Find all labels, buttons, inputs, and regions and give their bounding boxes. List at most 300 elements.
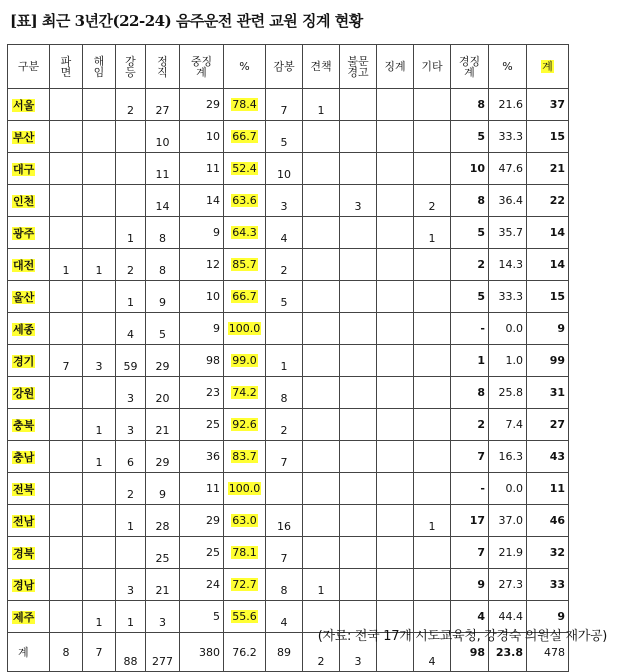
value-cell: 14	[527, 249, 569, 281]
value-cell	[50, 473, 83, 505]
region-cell: 경기	[8, 345, 50, 377]
value-cell: 14	[146, 185, 180, 217]
value-cell	[414, 537, 451, 569]
header-row	[8, 45, 569, 89]
value-cell: 88	[116, 633, 146, 672]
value-cell	[377, 345, 414, 377]
value-cell: 66.7	[224, 121, 266, 153]
value-cell: 3	[340, 185, 377, 217]
region-cell: 강원	[8, 377, 50, 409]
value-cell	[266, 473, 303, 505]
value-cell	[340, 441, 377, 473]
value-cell: 5	[146, 313, 180, 345]
value-cell: 21	[527, 153, 569, 185]
value-cell	[377, 281, 414, 313]
value-cell: 21	[146, 409, 180, 441]
value-cell: 52.4	[224, 153, 266, 185]
value-cell: 10	[146, 121, 180, 153]
value-cell	[303, 217, 340, 249]
value-cell: 55.6	[224, 601, 266, 633]
value-cell	[50, 153, 83, 185]
value-cell: 1	[83, 249, 116, 281]
value-cell: 0.0	[489, 313, 527, 345]
region-cell: 인천	[8, 185, 50, 217]
value-cell: 99	[527, 345, 569, 377]
value-cell	[414, 313, 451, 345]
value-cell: 2	[116, 89, 146, 121]
region-cell: 계	[8, 633, 50, 672]
value-cell	[377, 569, 414, 601]
value-cell: 25	[180, 537, 224, 569]
value-cell: 1	[266, 345, 303, 377]
table-row	[8, 153, 569, 185]
table-row	[8, 217, 569, 249]
value-cell	[303, 537, 340, 569]
region-cell: 울산	[8, 281, 50, 313]
value-cell: 11	[146, 153, 180, 185]
table-row	[8, 185, 569, 217]
value-cell: 99.0	[224, 345, 266, 377]
table-row	[8, 121, 569, 153]
value-cell: 33.3	[489, 281, 527, 313]
value-cell: 29	[146, 441, 180, 473]
value-cell: 32	[527, 537, 569, 569]
value-cell: 29	[180, 505, 224, 537]
value-cell: 0.0	[489, 473, 527, 505]
value-cell: 11	[180, 153, 224, 185]
value-cell: 1	[116, 217, 146, 249]
value-cell: 3	[340, 633, 377, 672]
value-cell: 478	[527, 633, 569, 672]
value-cell: 78.1	[224, 537, 266, 569]
region-cell: 경북	[8, 537, 50, 569]
column-header: 구분	[8, 45, 50, 89]
value-cell: 9	[180, 313, 224, 345]
value-cell: 1	[414, 217, 451, 249]
value-cell: 3	[266, 185, 303, 217]
value-cell: 8	[451, 185, 489, 217]
value-cell	[377, 313, 414, 345]
value-cell: 92.6	[224, 409, 266, 441]
value-cell	[340, 409, 377, 441]
value-cell: 37.0	[489, 505, 527, 537]
value-cell	[340, 313, 377, 345]
value-cell: 9	[180, 217, 224, 249]
value-cell	[303, 409, 340, 441]
region-cell: 부산	[8, 121, 50, 153]
value-cell: 78.4	[224, 89, 266, 121]
value-cell	[340, 89, 377, 121]
value-cell: 20	[146, 377, 180, 409]
value-cell	[50, 121, 83, 153]
table-row	[8, 569, 569, 601]
value-cell: 2	[266, 249, 303, 281]
value-cell	[340, 569, 377, 601]
value-cell: 4	[451, 601, 489, 633]
value-cell: 5	[451, 281, 489, 313]
value-cell: 63.0	[224, 505, 266, 537]
value-cell	[83, 217, 116, 249]
value-cell: 1.0	[489, 345, 527, 377]
value-cell	[50, 409, 83, 441]
value-cell: 1	[116, 601, 146, 633]
table-row	[8, 473, 569, 505]
value-cell: 83.7	[224, 441, 266, 473]
column-header: 징계	[377, 45, 414, 89]
value-cell: 64.3	[224, 217, 266, 249]
value-cell: 1	[116, 281, 146, 313]
value-cell	[303, 441, 340, 473]
value-cell: 14	[527, 217, 569, 249]
value-cell: 7	[266, 537, 303, 569]
table-row	[8, 505, 569, 537]
column-header: 중징 계	[180, 45, 224, 89]
value-cell: 21.6	[489, 89, 527, 121]
region-cell: 충북	[8, 409, 50, 441]
value-cell: 8	[266, 377, 303, 409]
value-cell: 2	[414, 185, 451, 217]
value-cell	[414, 409, 451, 441]
region-cell: 세종	[8, 313, 50, 345]
value-cell: 4	[266, 217, 303, 249]
column-header: 해 임	[83, 45, 116, 89]
value-cell: 66.7	[224, 281, 266, 313]
column-header: 감봉	[266, 45, 303, 89]
value-cell: 47.6	[489, 153, 527, 185]
region-cell: 전남	[8, 505, 50, 537]
column-header: 불문 경고	[340, 45, 377, 89]
value-cell: 2	[266, 409, 303, 441]
column-header: 정 직	[146, 45, 180, 89]
value-cell: 2	[451, 409, 489, 441]
value-cell: 14.3	[489, 249, 527, 281]
value-cell: 27	[527, 409, 569, 441]
column-header: 강 등	[116, 45, 146, 89]
table-row	[8, 281, 569, 313]
value-cell	[303, 313, 340, 345]
value-cell: 36	[180, 441, 224, 473]
value-cell: 25	[180, 409, 224, 441]
value-cell: 2	[116, 249, 146, 281]
table-row	[8, 409, 569, 441]
value-cell	[377, 473, 414, 505]
value-cell	[83, 185, 116, 217]
table-row	[8, 441, 569, 473]
column-header: 견책	[303, 45, 340, 89]
value-cell: 11	[527, 473, 569, 505]
value-cell: 6	[116, 441, 146, 473]
value-cell	[340, 473, 377, 505]
value-cell	[414, 121, 451, 153]
value-cell	[377, 409, 414, 441]
table-row	[8, 377, 569, 409]
value-cell: 8	[146, 217, 180, 249]
value-cell: 9	[451, 569, 489, 601]
region-cell: 경남	[8, 569, 50, 601]
value-cell: 7	[266, 89, 303, 121]
value-cell: 9	[146, 473, 180, 505]
value-cell: 14	[180, 185, 224, 217]
value-cell	[266, 313, 303, 345]
region-cell: 대구	[8, 153, 50, 185]
value-cell: 11	[180, 473, 224, 505]
value-cell: 98	[451, 633, 489, 672]
value-cell	[377, 89, 414, 121]
value-cell: 24	[180, 569, 224, 601]
value-cell: 37	[527, 89, 569, 121]
value-cell	[50, 89, 83, 121]
value-cell: 44.4	[489, 601, 527, 633]
column-header: 경징 계	[451, 45, 489, 89]
value-cell	[50, 569, 83, 601]
value-cell: 15	[527, 121, 569, 153]
value-cell	[50, 313, 83, 345]
value-cell: 5	[180, 601, 224, 633]
value-cell: 8	[146, 249, 180, 281]
table-row	[8, 313, 569, 345]
value-cell: 72.7	[224, 569, 266, 601]
value-cell: -	[451, 313, 489, 345]
column-header: %	[224, 45, 266, 89]
value-cell	[377, 441, 414, 473]
region-cell: 제주	[8, 601, 50, 633]
value-cell: 100.0	[224, 473, 266, 505]
value-cell: 29	[180, 89, 224, 121]
value-cell: 98	[180, 345, 224, 377]
value-cell: 3	[116, 377, 146, 409]
value-cell	[50, 441, 83, 473]
value-cell: 7	[83, 633, 116, 672]
value-cell	[303, 185, 340, 217]
value-cell: 10	[180, 281, 224, 313]
value-cell	[340, 217, 377, 249]
value-cell: 3	[146, 601, 180, 633]
value-cell: 25	[146, 537, 180, 569]
value-cell: 380	[180, 633, 224, 672]
value-cell	[414, 377, 451, 409]
value-cell: 100.0	[224, 313, 266, 345]
value-cell	[303, 153, 340, 185]
value-cell: 1	[451, 345, 489, 377]
value-cell	[414, 249, 451, 281]
value-cell	[377, 249, 414, 281]
value-cell: 8	[50, 633, 83, 672]
value-cell	[83, 505, 116, 537]
value-cell: 1	[303, 89, 340, 121]
value-cell: 1	[303, 569, 340, 601]
value-cell	[340, 153, 377, 185]
value-cell	[377, 505, 414, 537]
value-cell	[303, 249, 340, 281]
column-header: 파 면	[50, 45, 83, 89]
value-cell: 59	[116, 345, 146, 377]
region-cell: 전북	[8, 473, 50, 505]
value-cell: 5	[451, 121, 489, 153]
value-cell	[377, 537, 414, 569]
value-cell: 7	[451, 441, 489, 473]
value-cell	[340, 249, 377, 281]
value-cell: 33	[527, 569, 569, 601]
value-cell	[414, 441, 451, 473]
table-row	[8, 249, 569, 281]
value-cell: 9	[527, 313, 569, 345]
value-cell: 2	[451, 249, 489, 281]
value-cell: 22	[527, 185, 569, 217]
value-cell: 4	[266, 601, 303, 633]
value-cell	[340, 345, 377, 377]
column-header: %	[489, 45, 527, 89]
value-cell	[414, 281, 451, 313]
value-cell: 43	[527, 441, 569, 473]
value-cell	[116, 153, 146, 185]
value-cell	[83, 537, 116, 569]
value-cell: 1	[116, 505, 146, 537]
value-cell: 12	[180, 249, 224, 281]
value-cell	[377, 217, 414, 249]
value-cell: 3	[116, 569, 146, 601]
value-cell: 1	[83, 601, 116, 633]
value-cell: 16	[266, 505, 303, 537]
value-cell: 8	[451, 377, 489, 409]
region-cell: 광주	[8, 217, 50, 249]
value-cell: 76.2	[224, 633, 266, 672]
value-cell: 1	[50, 249, 83, 281]
value-cell	[340, 281, 377, 313]
value-cell	[414, 345, 451, 377]
value-cell	[83, 569, 116, 601]
table-row	[8, 89, 569, 121]
value-cell: 2	[116, 473, 146, 505]
value-cell: 85.7	[224, 249, 266, 281]
value-cell: 23.8	[489, 633, 527, 672]
value-cell: 277	[146, 633, 180, 672]
value-cell	[340, 537, 377, 569]
value-cell	[303, 377, 340, 409]
value-cell: 4	[116, 313, 146, 345]
value-cell	[50, 377, 83, 409]
column-header: 기타	[414, 45, 451, 89]
value-cell: 63.6	[224, 185, 266, 217]
value-cell	[340, 377, 377, 409]
value-cell	[303, 121, 340, 153]
value-cell	[83, 313, 116, 345]
value-cell	[83, 121, 116, 153]
value-cell	[83, 153, 116, 185]
value-cell: 7	[451, 537, 489, 569]
value-cell	[50, 217, 83, 249]
value-cell: 1	[83, 409, 116, 441]
value-cell: 15	[527, 281, 569, 313]
value-cell	[340, 121, 377, 153]
value-cell: 27	[146, 89, 180, 121]
value-cell: 9	[527, 601, 569, 633]
value-cell: 10	[451, 153, 489, 185]
value-cell: 21	[146, 569, 180, 601]
value-cell	[116, 537, 146, 569]
value-cell	[116, 185, 146, 217]
value-cell: 46	[527, 505, 569, 537]
value-cell: 17	[451, 505, 489, 537]
value-cell	[50, 505, 83, 537]
value-cell	[50, 281, 83, 313]
discipline-table	[7, 44, 569, 672]
value-cell: 29	[146, 345, 180, 377]
value-cell: 1	[414, 505, 451, 537]
page-title: [표] 최근 3년간(22-24) 음주운전 관련 교원 징계 현황	[10, 12, 363, 30]
value-cell: -	[451, 473, 489, 505]
value-cell	[340, 505, 377, 537]
column-header: 계	[527, 45, 569, 89]
value-cell	[303, 345, 340, 377]
value-cell: 28	[146, 505, 180, 537]
value-cell	[83, 281, 116, 313]
value-cell	[414, 153, 451, 185]
region-cell: 서울	[8, 89, 50, 121]
value-cell: 1	[83, 441, 116, 473]
value-cell: 7	[50, 345, 83, 377]
value-cell: 23	[180, 377, 224, 409]
value-cell: 5	[451, 217, 489, 249]
value-cell	[50, 601, 83, 633]
region-cell: 대전	[8, 249, 50, 281]
value-cell: 27.3	[489, 569, 527, 601]
table-row	[8, 345, 569, 377]
value-cell	[377, 377, 414, 409]
value-cell	[377, 121, 414, 153]
source-note: (자료: 전국 17개 시도교육청, 강경숙 의원실 재가공)	[317, 629, 607, 644]
value-cell	[116, 121, 146, 153]
value-cell: 21.9	[489, 537, 527, 569]
value-cell: 31	[527, 377, 569, 409]
value-cell: 5	[266, 121, 303, 153]
value-cell: 5	[266, 281, 303, 313]
value-cell: 33.3	[489, 121, 527, 153]
value-cell	[414, 473, 451, 505]
value-cell: 2	[303, 633, 340, 672]
value-cell	[303, 473, 340, 505]
value-cell	[83, 473, 116, 505]
value-cell: 36.4	[489, 185, 527, 217]
value-cell: 4	[414, 633, 451, 672]
value-cell: 35.7	[489, 217, 527, 249]
value-cell: 7.4	[489, 409, 527, 441]
value-cell	[50, 185, 83, 217]
value-cell: 8	[451, 89, 489, 121]
value-cell	[50, 537, 83, 569]
value-cell	[303, 281, 340, 313]
value-cell: 3	[116, 409, 146, 441]
value-cell: 10	[180, 121, 224, 153]
value-cell	[83, 377, 116, 409]
value-cell: 16.3	[489, 441, 527, 473]
value-cell: 25.8	[489, 377, 527, 409]
value-cell: 8	[266, 569, 303, 601]
table-row	[8, 537, 569, 569]
value-cell	[377, 153, 414, 185]
value-cell: 7	[266, 441, 303, 473]
value-cell: 10	[266, 153, 303, 185]
value-cell	[414, 89, 451, 121]
value-cell	[303, 505, 340, 537]
value-cell: 3	[83, 345, 116, 377]
value-cell: 74.2	[224, 377, 266, 409]
value-cell	[414, 569, 451, 601]
value-cell	[83, 89, 116, 121]
value-cell: 9	[146, 281, 180, 313]
region-cell: 충남	[8, 441, 50, 473]
value-cell	[377, 185, 414, 217]
value-cell: 89	[266, 633, 303, 672]
